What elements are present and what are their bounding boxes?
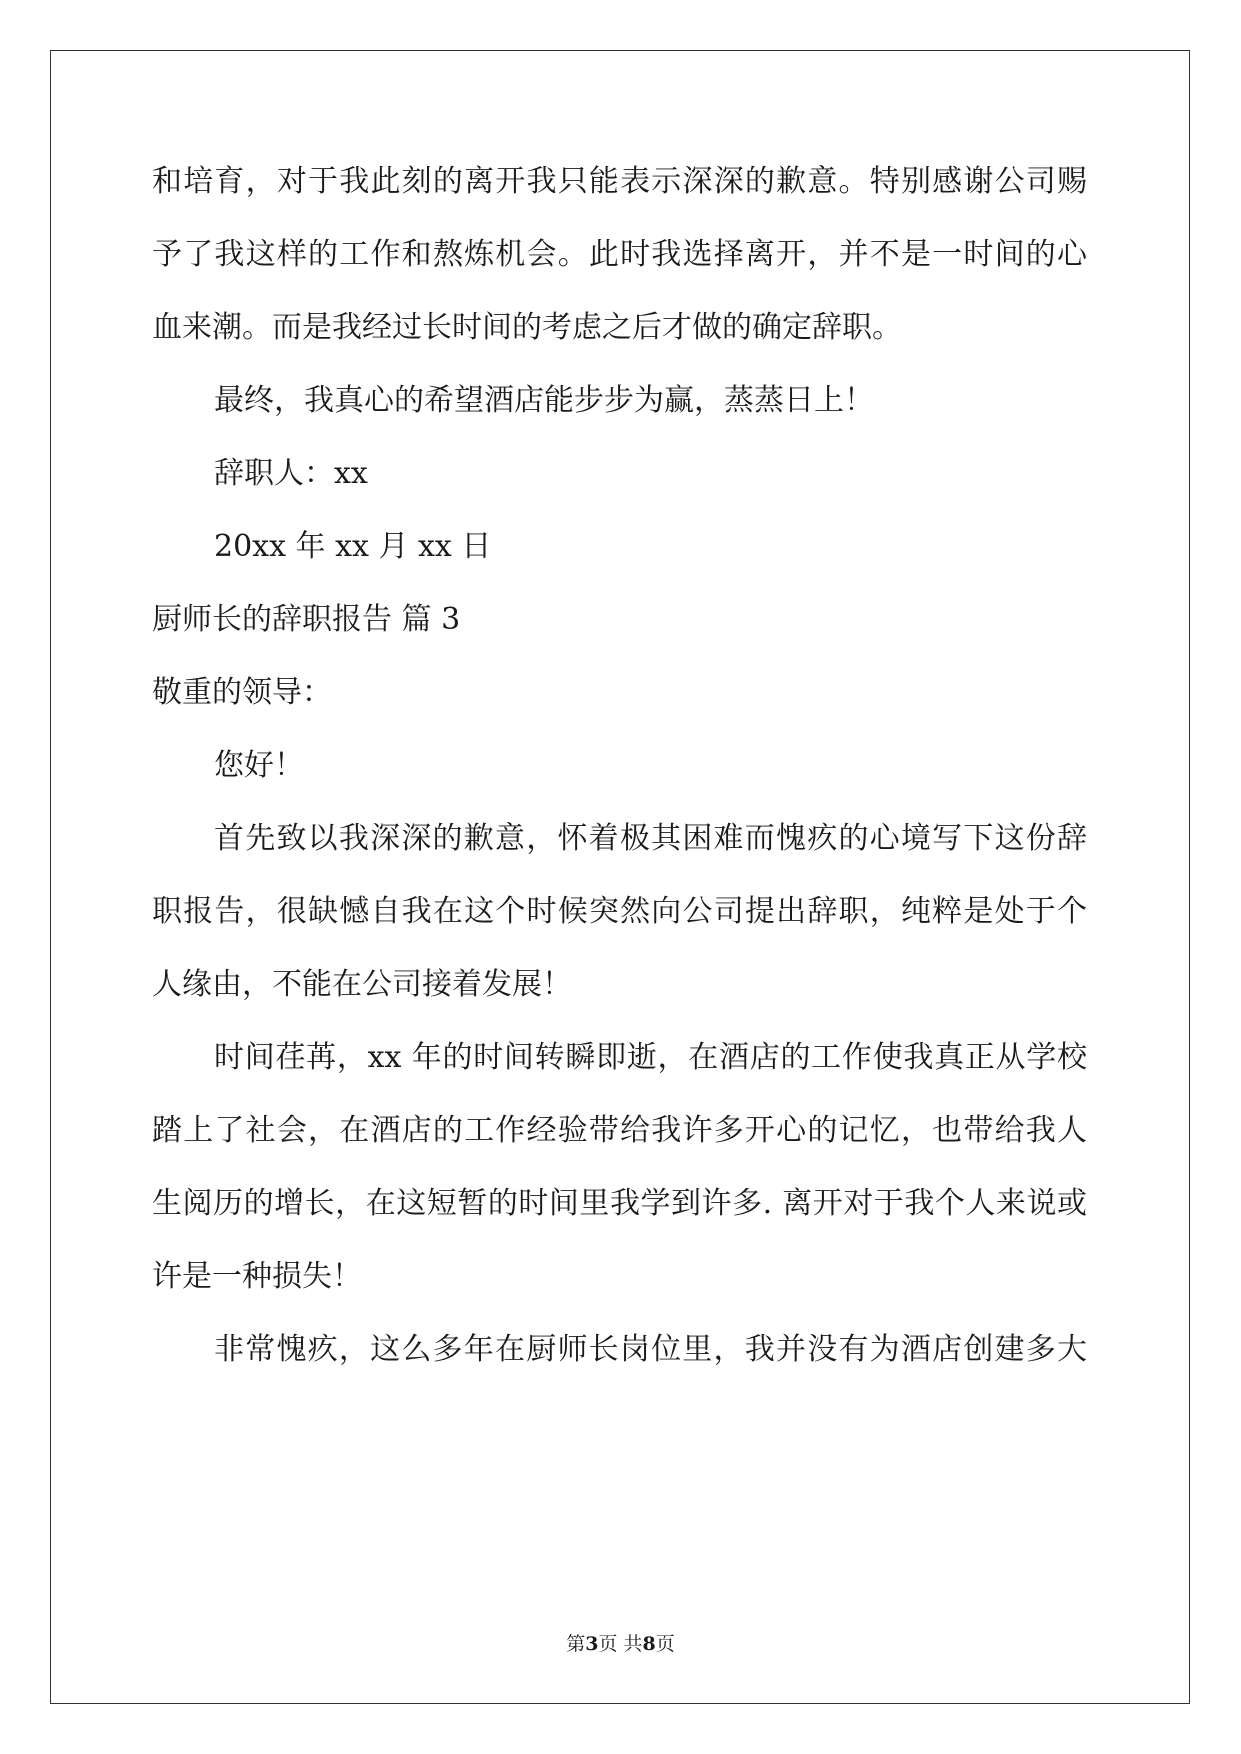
closing-wish: 最终，我真心的希望酒店能步步为赢，蒸蒸日上！ [214, 383, 874, 418]
paragraph-line: 非常愧疚，这么多年在厨师长岗位里，我并没有为酒店创建多大 [214, 1332, 1087, 1367]
paragraph-line: 予了我这样的工作和熬炼机会。此时我选择离开，并不是一时间的心 [152, 237, 1087, 272]
page-footer [0, 1632, 1241, 1656]
paragraph-line: 人缘由，不能在公司接着发展！ [152, 967, 572, 1002]
salutation: 敬重的领导： [152, 675, 332, 710]
footer-suffix: 页 [655, 1633, 675, 1655]
paragraph-line: 血来潮。而是我经过长时间的考虑之后才做的确定辞职。 [152, 310, 902, 345]
footer-prefix: 第 [566, 1633, 586, 1655]
page-border [50, 50, 1190, 1704]
paragraph-line: 踏上了社会，在酒店的工作经验带给我许多开心的记忆，也带给我人 [152, 1113, 1087, 1148]
section-heading: 厨师长的辞职报告 篇 3 [152, 602, 461, 637]
signer-line: 辞职人：xx [214, 456, 368, 491]
total-page-number: 8 [642, 1633, 656, 1655]
paragraph-line: 和培育，对于我此刻的离开我只能表示深深的歉意。特别感谢公司赐 [152, 164, 1087, 199]
paragraph-line: 生阅历的增长，在这短暂的时间里我学到许多. 离开对于我个人来说或 [152, 1186, 1087, 1221]
paragraph-line: 职报告，很缺憾自我在这个时候突然向公司提出辞职，纯粹是处于个 [152, 894, 1087, 929]
current-page-number: 3 [585, 1633, 599, 1655]
footer-middle: 页 共 [598, 1633, 643, 1655]
date-line: 20xx 年 xx 月 xx 日 [214, 529, 492, 564]
paragraph-line: 首先致以我深深的歉意，怀着极其困难而愧疚的心境写下这份辞 [214, 821, 1087, 856]
greeting: 您好！ [214, 748, 304, 783]
paragraph-line: 时间荏苒，xx 年的时间转瞬即逝，在酒店的工作使我真正从学校 [214, 1040, 1087, 1075]
paragraph-line: 许是一种损失！ [152, 1259, 362, 1294]
